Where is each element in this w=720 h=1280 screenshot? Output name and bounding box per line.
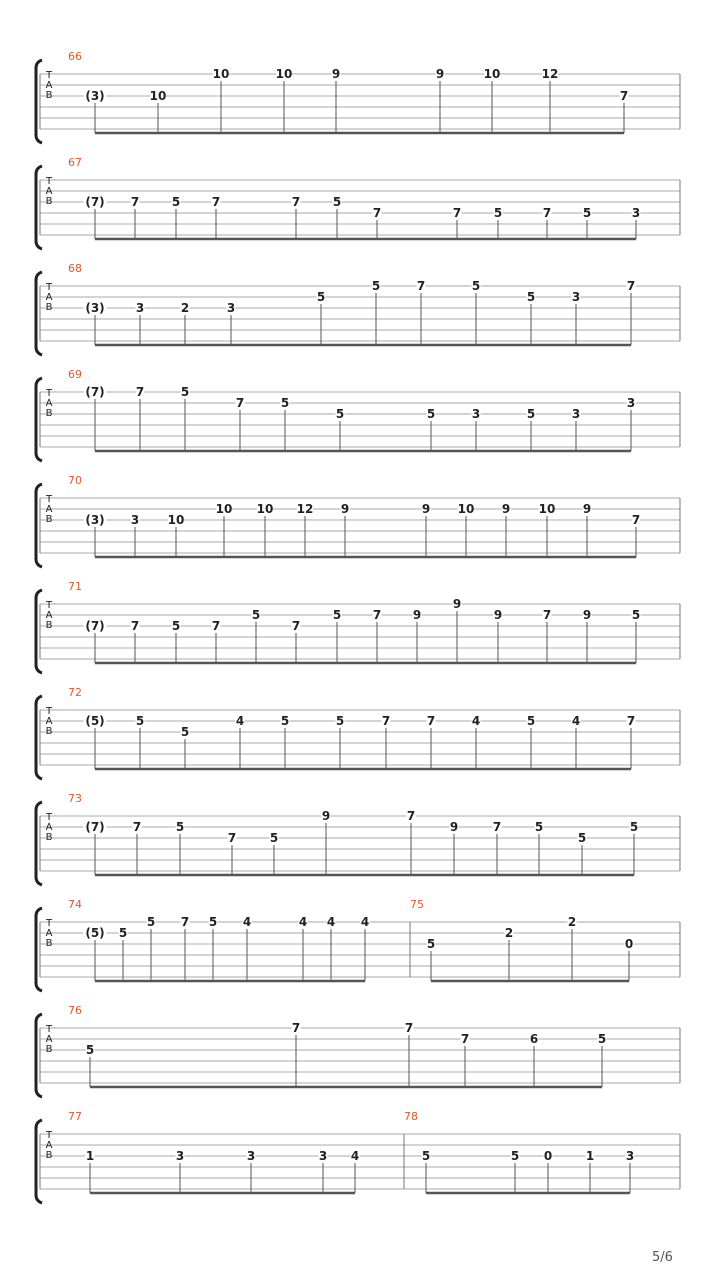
tab-clef-letter: B [45, 90, 53, 101]
fret-number: 5 [510, 1149, 520, 1163]
fret-number: 9 [412, 608, 422, 622]
tab-system [36, 580, 680, 673]
fret-number: 9 [449, 820, 459, 834]
measure-number: 74 [68, 898, 82, 911]
tab-system [36, 686, 680, 779]
fret-number: 9 [321, 809, 331, 823]
fret-number: 3 [631, 206, 641, 220]
fret-number: 5 [426, 937, 436, 951]
fret-number: 5 [146, 915, 156, 929]
fret-number: 5 [208, 915, 218, 929]
system-bracket [36, 166, 42, 249]
tab-clef-letter: T [45, 70, 53, 81]
fret-number: (3) [85, 301, 105, 315]
tab-clef-letter: T [45, 282, 53, 293]
tab-clef-letter: B [45, 1044, 53, 1055]
fret-number: 10 [538, 502, 556, 516]
fret-number: 9 [582, 502, 592, 516]
fret-number: 0 [543, 1149, 553, 1163]
tab-clef-letter: A [45, 292, 53, 303]
fret-number: 7 [372, 608, 382, 622]
tab-clef-letter: T [45, 388, 53, 399]
fret-number: 5 [526, 290, 536, 304]
fret-number: 9 [493, 608, 503, 622]
fret-number: 7 [227, 831, 237, 845]
fret-number: 4 [571, 714, 581, 728]
fret-number: 5 [175, 820, 185, 834]
fret-number: 10 [167, 513, 185, 527]
fret-number: 7 [132, 820, 142, 834]
fret-number: 7 [180, 915, 190, 929]
fret-number: 0 [624, 937, 634, 951]
fret-number: 2 [180, 301, 190, 315]
measure-number: 67 [68, 156, 82, 169]
fret-number: 9 [421, 502, 431, 516]
fret-number: 3 [226, 301, 236, 315]
fret-number: 7 [631, 513, 641, 527]
fret-number: 5 [371, 279, 381, 293]
tab-system [36, 898, 680, 991]
fret-number: 3 [626, 396, 636, 410]
tab-clef-letter: B [45, 408, 53, 419]
fret-number: 4 [242, 915, 252, 929]
fret-number: 12 [296, 502, 314, 516]
fret-number: 10 [457, 502, 475, 516]
tab-system [36, 792, 680, 885]
fret-number: 5 [180, 725, 190, 739]
tab-system [36, 156, 680, 249]
system-bracket [36, 908, 42, 991]
tab-clef-letter: T [45, 600, 53, 611]
tab-clef-letter: B [45, 302, 53, 313]
measure-number: 66 [68, 50, 82, 63]
fret-number: 7 [372, 206, 382, 220]
tab-clef-letter: B [45, 832, 53, 843]
fret-number: 7 [416, 279, 426, 293]
tab-clef-letter: B [45, 938, 53, 949]
fret-number: 5 [493, 206, 503, 220]
fret-number: 10 [149, 89, 167, 103]
fret-number: 9 [331, 67, 341, 81]
system-bracket [36, 696, 42, 779]
fret-number: 5 [332, 608, 342, 622]
tab-clef-letter: B [45, 726, 53, 737]
system-bracket [36, 590, 42, 673]
fret-number: 5 [534, 820, 544, 834]
fret-number: 10 [275, 67, 293, 81]
fret-number: 7 [211, 195, 221, 209]
fret-number: 5 [280, 396, 290, 410]
tab-clef-letter: B [45, 196, 53, 207]
tab-clef-letter: T [45, 176, 53, 187]
tab-clef-letter: T [45, 1130, 53, 1141]
fret-number: (7) [85, 385, 105, 399]
fret-number: 5 [171, 619, 181, 633]
tab-clef-letter: T [45, 494, 53, 505]
fret-number: 10 [212, 67, 230, 81]
tab-system [36, 1110, 680, 1203]
tab-system [36, 262, 680, 355]
tab-clef-letter: B [45, 1150, 53, 1161]
fret-number: (5) [85, 714, 105, 728]
measure-number: 76 [68, 1004, 82, 1017]
fret-number: 3 [130, 513, 140, 527]
fret-number: 4 [350, 1149, 360, 1163]
system-bracket [36, 484, 42, 567]
fret-number: 3 [246, 1149, 256, 1163]
tab-clef-letter: A [45, 1034, 53, 1045]
fret-number: 12 [541, 67, 559, 81]
fret-number: 4 [235, 714, 245, 728]
fret-number: 5 [426, 407, 436, 421]
tab-clef-letter: A [45, 822, 53, 833]
fret-number: 5 [85, 1043, 95, 1057]
fret-number: 4 [360, 915, 370, 929]
fret-number: 5 [421, 1149, 431, 1163]
fret-number: 9 [582, 608, 592, 622]
measure-number: 72 [68, 686, 82, 699]
tab-clef-letter: T [45, 918, 53, 929]
tab-clef-letter: T [45, 706, 53, 717]
fret-number: 5 [471, 279, 481, 293]
measure-number: 70 [68, 474, 82, 487]
tab-clef-letter: A [45, 1140, 53, 1151]
fret-number: 7 [626, 714, 636, 728]
fret-number: 5 [316, 290, 326, 304]
system-bracket [36, 802, 42, 885]
measure-number: 71 [68, 580, 82, 593]
fret-number: 5 [269, 831, 279, 845]
tab-system [36, 368, 680, 461]
tab-clef-letter: A [45, 504, 53, 515]
fret-number: 4 [326, 915, 336, 929]
fret-number: 5 [335, 714, 345, 728]
tab-clef-letter: A [45, 186, 53, 197]
fret-number: 10 [215, 502, 233, 516]
system-bracket [36, 378, 42, 461]
fret-number: 7 [452, 206, 462, 220]
fret-number: 3 [318, 1149, 328, 1163]
fret-number: 3 [625, 1149, 635, 1163]
measure-number: 68 [68, 262, 82, 275]
fret-number: 4 [471, 714, 481, 728]
fret-number: 7 [381, 714, 391, 728]
fret-number: 5 [180, 385, 190, 399]
system-bracket [36, 60, 42, 143]
fret-number: 7 [626, 279, 636, 293]
fret-number: 7 [406, 809, 416, 823]
fret-number: 5 [577, 831, 587, 845]
measure-number: 77 [68, 1110, 82, 1123]
fret-number: 5 [335, 407, 345, 421]
fret-number: 3 [175, 1149, 185, 1163]
fret-number: 7 [542, 206, 552, 220]
fret-number: 5 [135, 714, 145, 728]
fret-number: 7 [130, 619, 140, 633]
fret-number: (7) [85, 195, 105, 209]
fret-number: 3 [135, 301, 145, 315]
fret-number: 7 [135, 385, 145, 399]
fret-number: 10 [256, 502, 274, 516]
tab-clef-letter: A [45, 716, 53, 727]
fret-number: 6 [529, 1032, 539, 1046]
fret-number: 7 [291, 619, 301, 633]
fret-number: 9 [501, 502, 511, 516]
tab-clef-letter: A [45, 610, 53, 621]
fret-number: 1 [85, 1149, 95, 1163]
tab-clef-letter: A [45, 80, 53, 91]
fret-number: 4 [298, 915, 308, 929]
measure-number: 78 [404, 1110, 418, 1123]
tab-clef-letter: A [45, 398, 53, 409]
page-number: 5/6 [652, 1250, 673, 1265]
fret-number: 7 [130, 195, 140, 209]
fret-number: 7 [619, 89, 629, 103]
fret-number: 7 [211, 619, 221, 633]
system-bracket [36, 1014, 42, 1097]
fret-number: 9 [340, 502, 350, 516]
fret-number: 7 [460, 1032, 470, 1046]
tab-clef-letter: A [45, 928, 53, 939]
tab-clef-letter: B [45, 620, 53, 631]
fret-number: 5 [280, 714, 290, 728]
fret-number: 7 [542, 608, 552, 622]
fret-number: 10 [483, 67, 501, 81]
tab-clef-letter: B [45, 514, 53, 525]
fret-number: 5 [332, 195, 342, 209]
tab-clef-letter: T [45, 812, 53, 823]
fret-number: 5 [526, 407, 536, 421]
fret-number: 5 [631, 608, 641, 622]
tab-clef-letter: T [45, 1024, 53, 1035]
fret-number: 2 [567, 915, 577, 929]
fret-number: 7 [492, 820, 502, 834]
measure-number: 69 [68, 368, 82, 381]
system-bracket [36, 1120, 42, 1203]
fret-number: 5 [171, 195, 181, 209]
fret-number: (3) [85, 89, 105, 103]
fret-number: 7 [404, 1021, 414, 1035]
system-bracket [36, 272, 42, 355]
tab-system [36, 1004, 680, 1097]
fret-number: 7 [291, 1021, 301, 1035]
fret-number: (7) [85, 820, 105, 834]
measure-number: 75 [410, 898, 424, 911]
fret-number: (5) [85, 926, 105, 940]
fret-number: 3 [471, 407, 481, 421]
fret-number: (3) [85, 513, 105, 527]
tab-system [36, 474, 680, 567]
fret-number: 2 [504, 926, 514, 940]
fret-number: 3 [571, 407, 581, 421]
fret-number: 7 [291, 195, 301, 209]
fret-number: 9 [452, 597, 462, 611]
fret-number: 5 [251, 608, 261, 622]
fret-number: 7 [235, 396, 245, 410]
measure-number: 73 [68, 792, 82, 805]
fret-number: 9 [435, 67, 445, 81]
fret-number: 5 [629, 820, 639, 834]
fret-number: 1 [585, 1149, 595, 1163]
fret-number: 5 [118, 926, 128, 940]
fret-number: (7) [85, 619, 105, 633]
tab-system [36, 50, 680, 143]
fret-number: 3 [571, 290, 581, 304]
fret-number: 7 [426, 714, 436, 728]
fret-number: 5 [526, 714, 536, 728]
fret-number: 5 [582, 206, 592, 220]
fret-number: 5 [597, 1032, 607, 1046]
